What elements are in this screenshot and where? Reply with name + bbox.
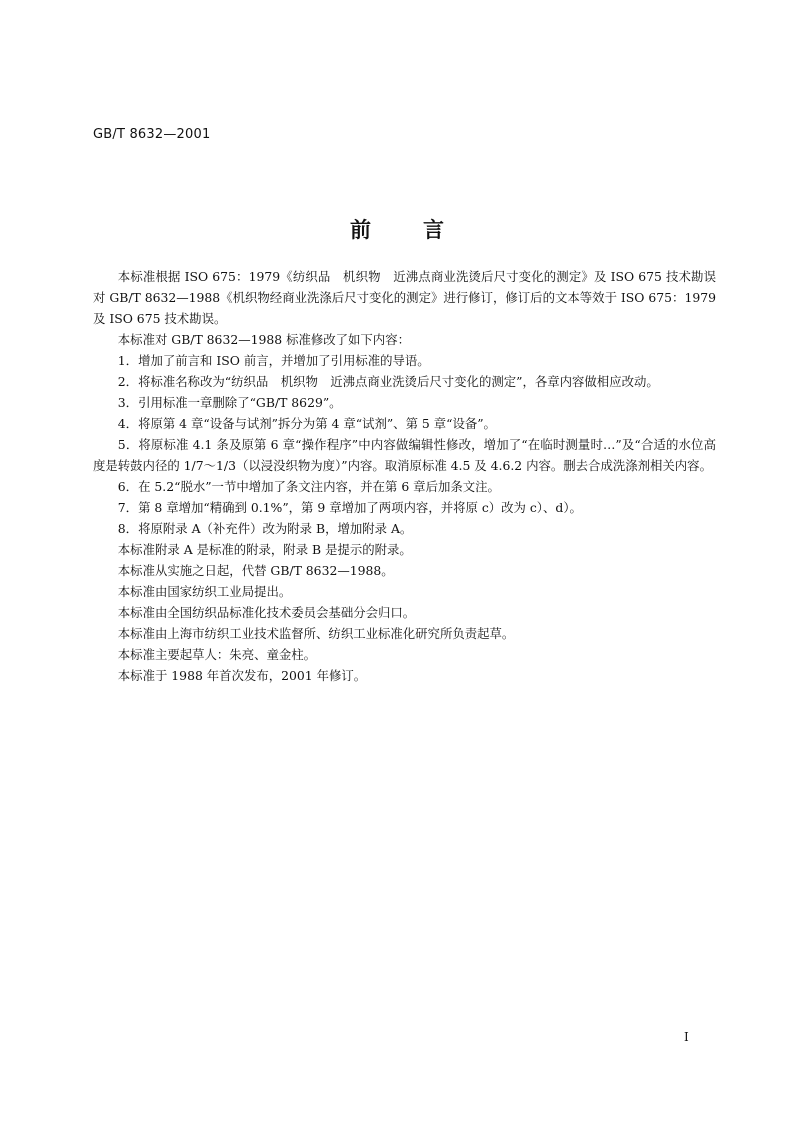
list-item: 2．将标准名称改为“纺织品 机织物 近沸点商业洗烫后尺寸变化的测定”，各章内容做相应改动。 (117, 374, 659, 389)
paragraph: 本标准由全国纺织品标准化技术委员会基础分会归口。 (117, 605, 416, 620)
list-item: 8．将原附录 A（补充件）改为附录 B，增加附录 A。 (117, 521, 413, 536)
list-item: 6．在 5.2“脱水”一节中增加了条文注内容，并在第 6 章后加条文注。 (117, 479, 500, 494)
list-item: 3．引用标准一章删除了“GB/T 8629”。 (117, 395, 342, 410)
paragraph: 本标准根据 ISO 675：1979《纺织品 机织物 近沸点商业洗烫后尺寸变化的测定》及 ISO 675 技术勘误对 GB/T 8632—1988《机织物经商业洗涤后尺寸变化的测定》进行修订，修订后的文本等效于 ISO 675：1979 及 ISO 675 技术勘误。 (93, 269, 716, 326)
foreword-body (93, 266, 716, 686)
standard-code: GB/T 8632—2001 (93, 127, 211, 142)
list-item: 5．将原标准 4.1 条及原第 6 章“操作程序”中内容做编辑性修改，增加了“在临时测量时…”及“合适的水位高度是转鼓内径的 1/7～1/3（以浸没织物为度）”内容。取消原标准 4.5 及 4.6.2 内容。删去合成洗涤剂相关内容。 (93, 437, 716, 473)
list-item: 7．第 8 章增加“精确到 0.1%”，第 9 章增加了两项内容，并将原 c）改为 c）、d）。 (117, 500, 582, 515)
title-char-right: 言 (423, 217, 444, 242)
paragraph: 本标准附录 A 是标准的附录，附录 B 是提示的附录。 (117, 542, 412, 557)
list-item: 4．将原第 4 章“设备与试剂”拆分为第 4 章“试剂”、第 5 章“设备”。 (117, 416, 496, 431)
list-item: 1．增加了前言和 ISO 前言，并增加了引用标准的导语。 (117, 353, 430, 368)
paragraph: 本标准由上海市纺织工业技术监督所、纺织工业标准化研究所负责起草。 (117, 626, 515, 641)
paragraph: 本标准于 1988 年首次发布，2001 年修订。 (117, 668, 367, 683)
paragraph: 本标准由国家纺织工业局提出。 (117, 584, 292, 599)
paragraph: 本标准主要起草人：朱亮、童金柱。 (117, 647, 317, 662)
section-title (0, 214, 794, 244)
paragraph: 本标准从实施之日起，代替 GB/T 8632—1988。 (117, 563, 394, 578)
paragraph: 本标准对 GB/T 8632—1988 标准修改了如下内容： (117, 332, 410, 347)
page-number: I (684, 1030, 689, 1044)
title-char-left: 前 (350, 217, 371, 242)
